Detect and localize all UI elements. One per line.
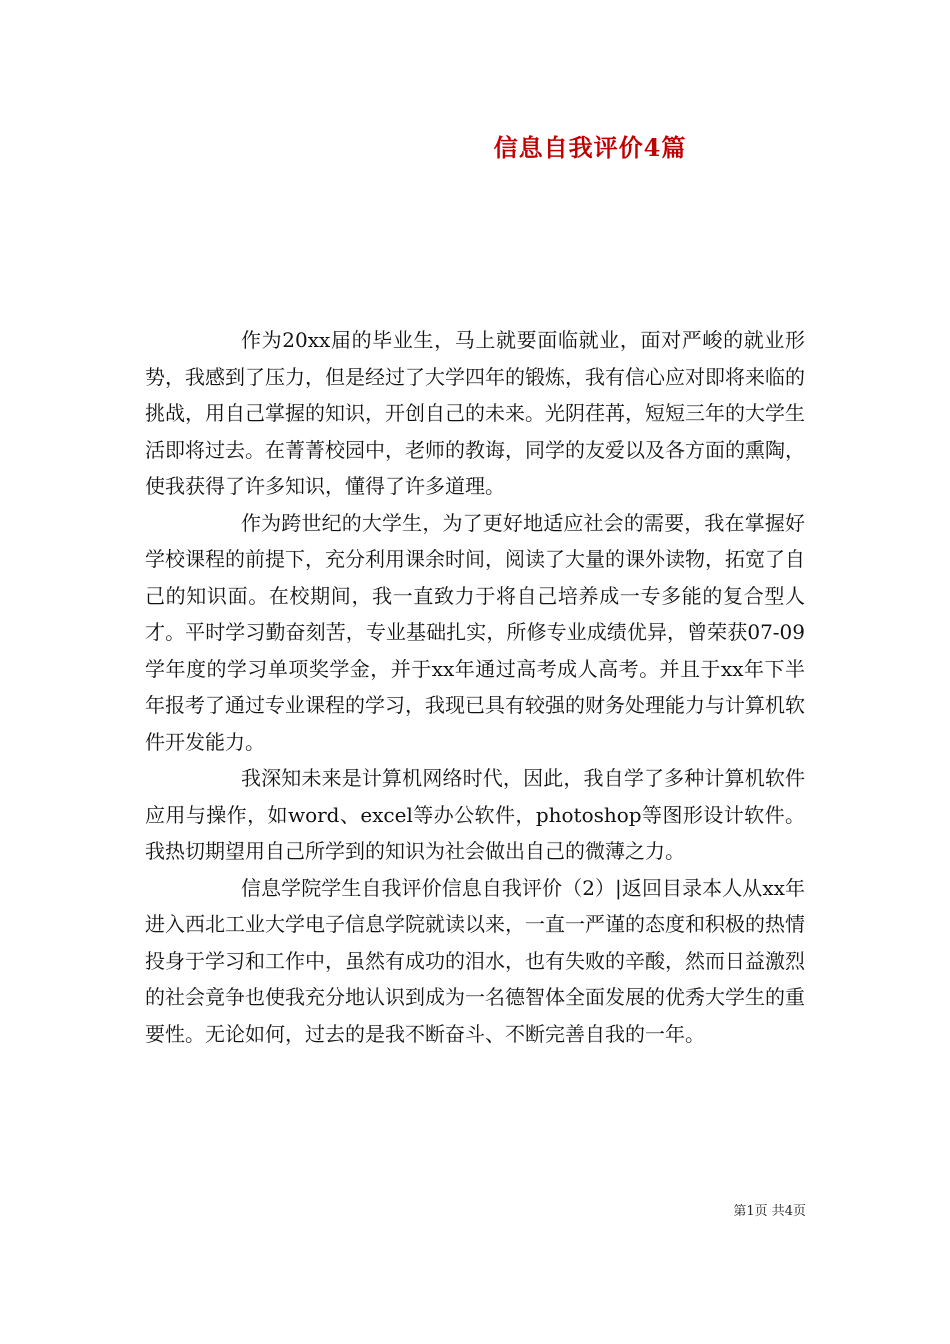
- document-title: 信息自我评价4篇: [493, 133, 687, 162]
- page-number: 第1页 共4页: [733, 1204, 806, 1219]
- paragraph-2: 作为跨世纪的大学生，为了更好地适应社会的需要，我在掌握好学校课程的前提下，充分利用课余时间，阅读了大量的课外读物，拓宽了自己的知识面。在校期间，我一直致力于将自己培养成一专多能的复合型人才。平时学习勤奋刻苦，专业基础扎实，所修专业成绩优异，曾荣获07-09学年度的学习单项奖学金，并于xx年通过高考成人高考。并且于xx年下半年报考了通过专业课程的学习，我现已具有较强的财务处理能力与计算机软件开发能力。: [145, 510, 805, 754]
- paragraph-1: 作为20xx届的毕业生，马上就要面临就业，面对严峻的就业形势，我感到了压力，但是经过了大学四年的锻炼，我有信心应对即将来临的挑战，用自己掌握的知识，开创自己的未来。光阴荏苒，短短三年的大学生活即将过去。在菁菁校园中，老师的教诲，同学的友爱以及各方面的熏陶，使我获得了许多知识，懂得了许多道理。: [145, 328, 805, 498]
- paragraph-3: 我深知未来是计算机网络时代，因此，我自学了多种计算机软件应用与操作，如word、excel等办公软件，photoshop等图形设计软件。我热切期望用自己所学到的知识为社会做出自己的微薄之力。: [145, 766, 805, 863]
- document-body: [145, 322, 805, 1052]
- paragraph-4: 信息学院学生自我评价信息自我评价（2）|返回目录本人从xx年进入西北工业大学电子信息学院就读以来，一直一严谨的态度和积极的热情投身于学习和工作中，虽然有成功的泪水，也有失败的辛酸，然而日益激烈的社会竟争也使我充分地认识到成为一名德智体全面发展的优秀大学生的重要性。无论如何，过去的是我不断奋斗、不断完善自我的一年。: [145, 875, 805, 1046]
